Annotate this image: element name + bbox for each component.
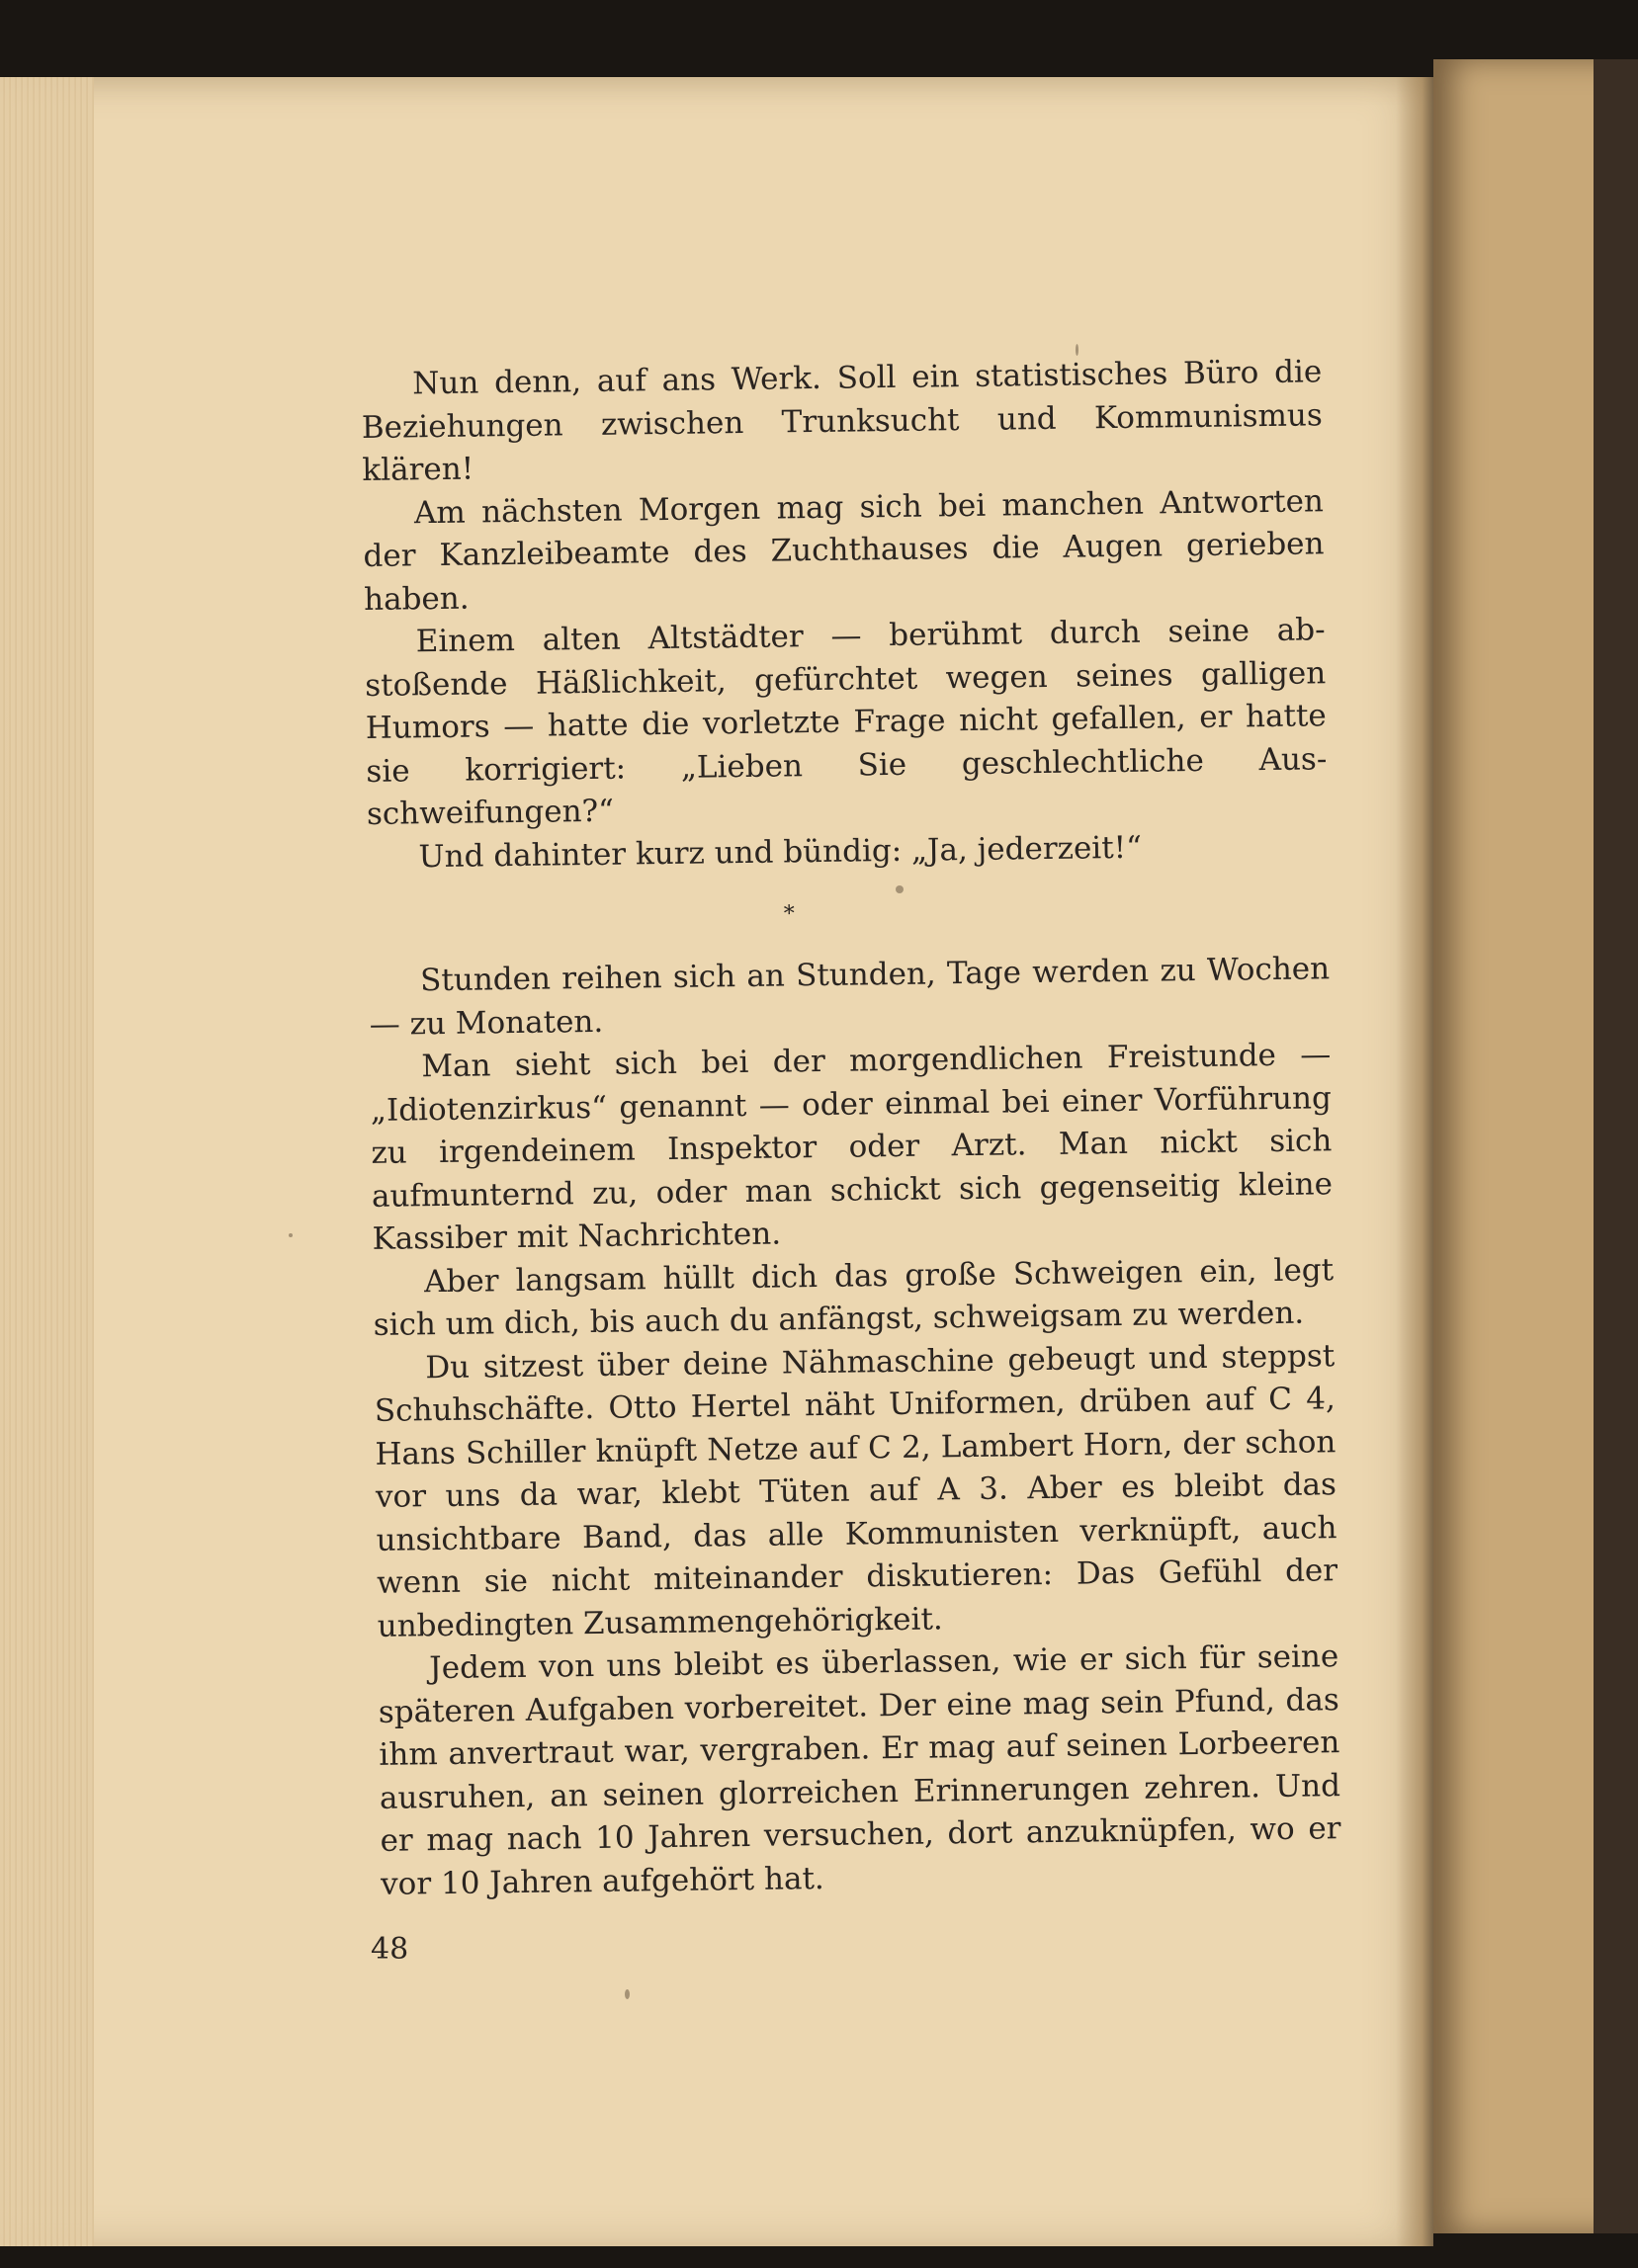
paragraph: Stunden reihen sich an Stunden, Tage werden zu Wochen — zu Monaten.	[369, 951, 1331, 1043]
ink-speck	[625, 1989, 630, 1999]
paragraph: Einem alten Altstädter — berühmt durch seine abstoßende Häßlichkeit, gefürchtet wegen seines galligen Humors — hatte die vorletzte Frage nicht gefallen, er hatte sie korrigiert: „Lieben Sie geschlechtliche Ausschweifungen?“	[365, 612, 1328, 832]
paragraph: Aber langsam hüllt dich das große Schweigen ein, legt sich um dich, bis auch du anfängst, schweigsam zu werden.	[373, 1251, 1335, 1343]
paragraph: Du sitzest über deine Nähmaschine gebeugt und steppst Schuhschäfte. Otto Hertel näht Uniformen, drüben auf C 4, Hans Schiller knüpft Netze auf C 2, Lambert Horn, der schon vor uns da war, klebt Tüten auf A 3. Aber es bleibt das unsichtbare Band, das alle Kommunisten verknüpft, auch wenn sie nicht miteinander diskutieren: Das Gefühl der unbedingten Zusammengehörigkeit.	[374, 1337, 1338, 1644]
paragraph: Nun denn, auf ans Werk. Soll ein statistisches Büro die Beziehungen zwischen Trunksucht und Kommunismus klären!	[361, 354, 1323, 488]
body-text	[361, 351, 1341, 1906]
page-gutter-shadow	[1396, 77, 1433, 2246]
page-stack-edge	[0, 77, 94, 2246]
paragraph: Und dahinter kurz und bündig: „Ja, jederzeit!“	[418, 829, 1143, 875]
book-binding	[1594, 59, 1638, 2233]
adjacent-page-edge	[1433, 59, 1638, 2233]
paragraph: Am nächsten Morgen mag sich bei manchen Antworten der Kanzleibeamte des Zuchthauses die Augen gerieben haben.	[363, 482, 1325, 618]
section-separator: *	[783, 901, 795, 927]
ink-speck	[289, 1233, 293, 1237]
paragraph: Jedem von uns bleibt es überlassen, wie er sich für seine späteren Aufgaben vorbereitet. Der eine mag sein Pfund, das ihm anvertraut war, vergraben. Er mag auf seinen Lorbeeren ausruhen, an seinen glorreichen Erinnerungen zehren. Und er mag nach 10 Jahren versuchen, dort anzuknüpfen, wo er vor 10 Jahren aufgehört hat.	[378, 1638, 1341, 1902]
page-number: 48	[371, 1932, 409, 1967]
paragraph: Man sieht sich bei der morgendlichen Freistunde — „Idiotenzirkus“ genannt — oder einmal bei einer Vorführung zu irgendeinem Inspektor oder Arzt. Man nickt sich aufmunternd zu, oder man schickt sich gegenseitig kleine Kassiber mit Nachrichten.	[370, 1037, 1334, 1257]
